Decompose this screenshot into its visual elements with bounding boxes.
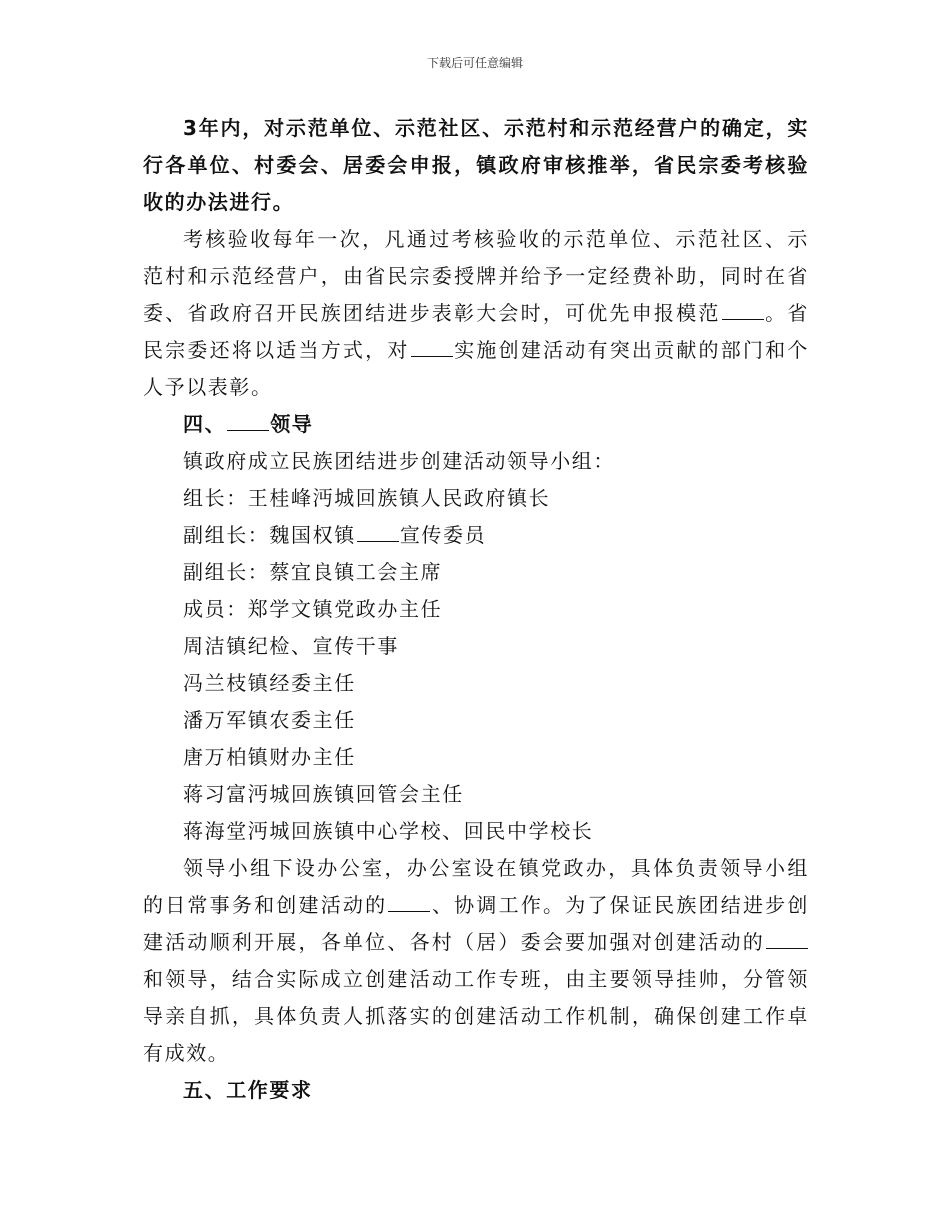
blank-line [357, 523, 399, 542]
paragraph-text: 、协调工作。为了保证民族团结进步创建活动顺利开展，各单位、各村（居）委会要加强对创建活动的 [143, 893, 809, 954]
document-body [143, 110, 809, 1109]
member-entry: 潘万军镇农委主任 [183, 708, 356, 732]
section-heading-requirements: 五、工作要求 [183, 1078, 313, 1102]
paragraph-text: 考核验收每年一次，凡通过考核验收的示范单位、示范社区、示范村和示范经营户，由省民宗委授牌并给予一定经费补助，同时在省委、省政府召开民族团结进步表彰大会时，可优先申报模范 [143, 227, 809, 325]
leader-entry: 组长：王桂峰沔城回族镇人民政府镇长 [183, 486, 551, 510]
member-entry: 冯兰枝镇经委主任 [183, 671, 356, 695]
member-entry: 唐万柏镇财办主任 [183, 745, 356, 769]
paragraph-text: 实施创建活动有突出贡献的部门和个人予以表彰。 [143, 338, 809, 399]
member-entry: 蒋习富沔城回族镇回管会主任 [183, 782, 464, 806]
paragraph-assessment [143, 221, 809, 406]
leader-entry: 副组长：蔡宜良镇工会主席 [183, 560, 443, 584]
paragraph-text: 和领导，结合实际成立创建活动工作专班，由主要领导挂帅，分管领导亲自抓，具体负责人抓落实的创建活动工作机制，确保创建工作卓有成效。 [143, 967, 809, 1065]
leader-entry [143, 517, 809, 554]
blank-line [227, 412, 269, 431]
member-entry: 蒋海堂沔城回族镇中心学校、回民中学校长 [183, 819, 594, 843]
paragraph-office [143, 850, 809, 1072]
paragraph-text: 领导小组下设办公室，办公室设在镇党政办，具体负责领导小组的日常事务和创建活动的 [143, 856, 809, 917]
member-entry: 成员：郑学文镇党政办主任 [183, 597, 443, 621]
paragraph-text: 。省民宗委还将以适当方式，对 [143, 301, 809, 362]
leader-text: 副组长：魏国权镇 [183, 523, 356, 547]
blank-line [388, 893, 430, 912]
blank-line [411, 338, 453, 357]
leader-text: 宣传委员 [399, 523, 487, 547]
heading-number: 四、 [183, 412, 227, 436]
heading-text: 领导 [270, 412, 314, 436]
member-entry: 周洁镇纪检、宣传干事 [183, 634, 399, 658]
leadership-group-intro: 镇政府成立民族团结进步创建活动领导小组： [183, 449, 615, 473]
blank-line [722, 301, 764, 320]
page-header: 下载后可任意编辑 [426, 56, 523, 70]
paragraph-approval-method: 3年内，对示范单位、示范社区、示范村和示范经营户的确定，实行各单位、村委会、居委会申报，镇政府审核推举，省民宗委考核验收的办法进行。 [143, 116, 809, 214]
section-heading-leadership [143, 406, 809, 443]
blank-line [766, 930, 808, 949]
